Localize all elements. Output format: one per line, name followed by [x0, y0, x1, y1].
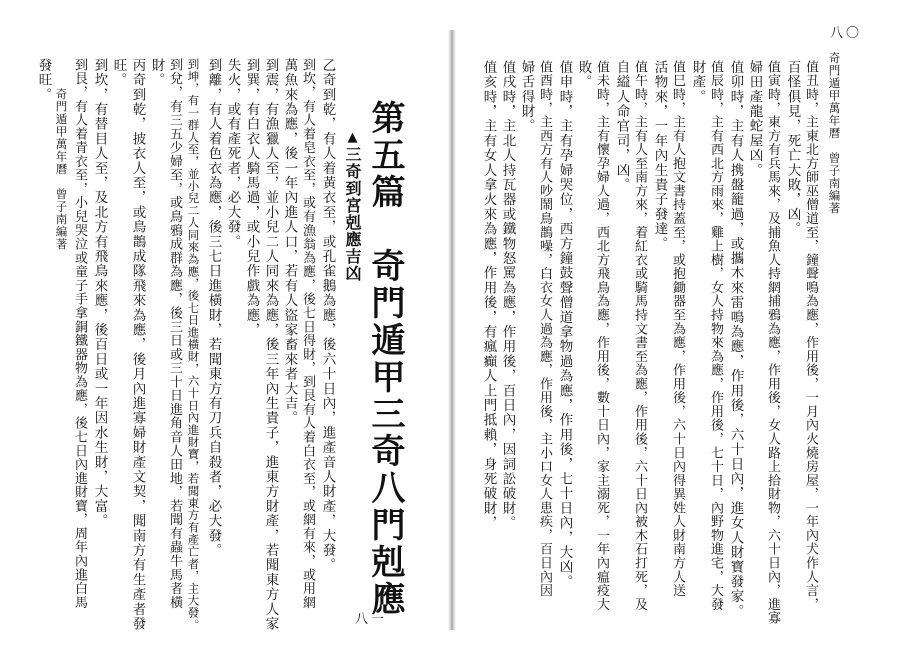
text-column: 敗。: [575, 60, 592, 90]
text-column: 乙奇到乾，有人着黃衣至，或孔雀鵝為應，後六十日內，進產音人財產，大發。: [319, 58, 336, 573]
text-column: 值酉時，主西方有人吵鬧鳥鵲噪，白衣女人過為應，作用後，主小口女人患疾，百日內因: [537, 60, 552, 598]
text-column: 旺。: [110, 58, 127, 88]
text-column: 到坎，有人着皂衣至，或有漁翁為應，後七日得財，到艮有人着白衣至，或網有來，或用網: [300, 58, 315, 610]
text-column: 值丑時，主東北方師巫僧道至，鐘聲鳴為應，作用後，一月內火燒房屋，一年內犬作人言，: [803, 60, 818, 612]
text-column: 發旺。: [35, 58, 52, 103]
page-number: 八一: [355, 612, 388, 627]
text-column: 值巳時，主有人抱文書持蓋至，或抱鋤器至為應，作用後，六十日內得異姓人財南方人送: [670, 60, 685, 598]
section-heading: [344, 130, 360, 282]
text-column: 到離，有人着色衣為應，後三七日進橫財，若聞東方有刀兵自殺者，必大發。: [205, 58, 222, 558]
text-column: 財。: [148, 58, 165, 88]
text-column: 萬魚來為應，後一年內進人口，若有人盜家畜來者大吉。: [281, 58, 298, 426]
text-column: 值申時，主有孕婦哭位，西方鐘鼓聲僧道拿物過為應，作用後，七十日內，大凶。: [556, 60, 573, 590]
running-title: 奇門遁甲萬年曆 曾子南編著: [827, 52, 842, 215]
text-column: 值戌時，主北人持瓦器或鐵物怒罵為應，作用後，百日內，因詞訟破財。: [499, 60, 516, 531]
text-column: 婦田產龍蛇屋凶。: [746, 60, 763, 178]
text-column: 百怪俱見，死亡大敗，凶。: [784, 60, 801, 237]
text-column: 值寅時，東方有兵馬來，及捕魚人持網捕鴉為應，作用後，女人路上拾財物，六十日內，進寡: [765, 60, 780, 625]
text-column: 自縊人命官司，凶。: [613, 60, 630, 193]
text-column: 失火，或有產死者，必大發。: [224, 58, 241, 250]
text-column: 丙奇到乾，披衣人至，或鳥鵲成隊飛來為應，後月內進寡婦財產文契，聞南方有生產者發: [129, 58, 146, 632]
section-heading-text: 三奇到宮剋應吉凶: [343, 146, 362, 282]
text-column: 值午時，主有人至南方來，着紅衣或騎馬持文書至為應，作用後，六十日內被木石打死，及: [632, 60, 647, 612]
running-title: 奇門遁甲萬年曆 曾子南編著: [54, 88, 69, 251]
text-column: 活物來，一年內生貴子發達。: [651, 60, 668, 252]
text-column: 值未時，主有懷孕婦人過，西北方飛鳥為應，作用後，數十日內，家主溺死，一年內瘟疫大: [594, 60, 609, 612]
triangle-icon: ▲: [345, 130, 360, 146]
text-column: 值辰時，主有西北方雨來，雞上樹，女人持物來為應，作用後，七十日，內野物進宅，大發: [708, 60, 723, 612]
text-column: 到震，有漁獵人至，並小兒二人同來為應，後三年內生貴子，進東方財產，若聞東方人家: [262, 58, 279, 632]
text-column: 財產。: [689, 60, 706, 105]
right-page: [452, 0, 900, 648]
text-column: 值卯時，主有人携盤籠過，或攜木來雷鳴為應，作用後，六十日內，進女人財寶發家。: [727, 60, 744, 619]
text-column: 到兌，有三五少婦至，或鳥鴉成群為應，後三日或三十日進角音人田地，若聞有蟲牛馬者橫: [167, 58, 182, 610]
text-column: 到坤，有一群人至，並小兒二人同來為應，後七日進橫財，六十日內進財寶，若聞東方有產亡者，主大發。: [186, 58, 201, 631]
chapter-title: 第五篇 奇門遁甲三奇八門剋應: [365, 100, 405, 618]
text-column: 到艮，有人着青衣至，小兒哭泣或童子手拿銅鐵器物為應，後七日內進財寶，周年內進白馬: [72, 58, 87, 610]
text-column: 值亥時，主有女人拿火來為應，作用後，有瘋癲人上門抵賴，身死破財，: [480, 60, 497, 531]
text-column: 到巽，有白衣人騎馬過，或小兒作戲為應，: [243, 58, 260, 338]
page-number: 八〇: [830, 26, 863, 41]
text-column: 到坎，有替目人至，及北方有飛鳥來應，後百日或一年因水生財，大富。: [91, 58, 108, 529]
text-column: 婦舌得財。: [518, 60, 535, 134]
